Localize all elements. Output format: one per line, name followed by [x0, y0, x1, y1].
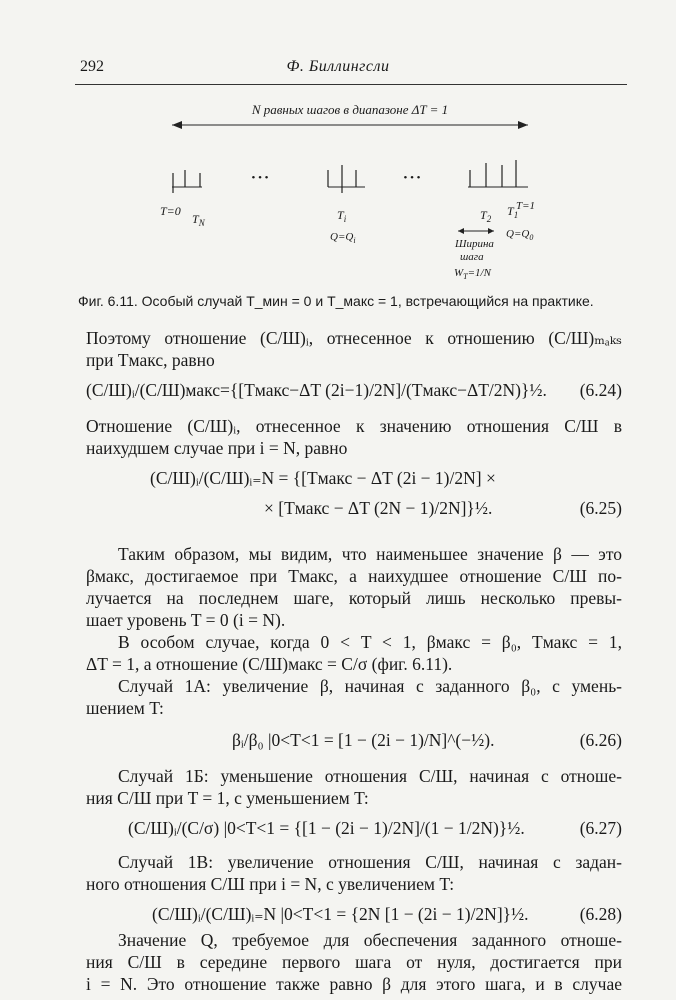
paragraph-3-line-3: лучается на последнем шаге, который лишь несколько превы-	[86, 588, 622, 608]
equation-6-25-line-1: (С/Ш)ᵢ/(С/Ш)ᵢ₌N = {[Tмакс − ΔT (2i − 1)/2N] ×	[150, 468, 496, 488]
arrow-head-right	[518, 121, 528, 129]
label-ti-sub: i	[343, 214, 347, 224]
paragraph-4-line-2: ΔT = 1, а отношение (С/Ш)макс = С/σ (фиг. 6.11).	[86, 654, 453, 674]
label-t2-sub: 2	[486, 214, 492, 224]
paragraph-7-line-2: ного отношения С/Ш при i = N, с увеличением T:	[86, 874, 455, 894]
paragraph-2-line-2: наихудшем случае при i = N, равно	[86, 438, 348, 458]
label-wt-sub: T	[463, 272, 468, 281]
label-t-eq-1: T=1	[516, 200, 536, 212]
paragraph-4-line-1: В особом случае, когда 0 < T < 1, βмакс = β₀, Tмакс = 1,	[118, 632, 622, 652]
step-arrow-right	[488, 228, 494, 234]
equation-6-26: βᵢ/β₀ |0<T<1 = [1 − (2i − 1)/N]^(−½).	[232, 730, 495, 750]
paragraph-8-line-1: Значение Q, требуемое для обеспечения заданного отноше-	[118, 930, 622, 950]
label-t0: T=0	[160, 204, 181, 218]
paragraph-3-line-4: шает уровень T = 0 (i = N).	[86, 610, 286, 630]
label-step-width-2: шага	[460, 251, 484, 263]
paragraph-6-line-2: ния С/Ш при T = 1, с уменьшением T:	[86, 788, 369, 808]
label-q0-sub: 0	[529, 233, 534, 242]
paragraph-1-line-1: Поэтому отношение (С/Ш)ᵢ, отнесенное к отношению (С/Ш)ₘₐₖₛ	[86, 328, 622, 348]
label-qi: Q=Q	[330, 231, 354, 243]
paragraph-1-line-2: при Tмакс, равно	[86, 350, 215, 370]
label-wt: W	[454, 267, 464, 279]
paragraph-3-line-1: Таким образом, мы видим, что наименьшее значение β — это	[118, 544, 622, 564]
equation-number-6-27: (6.27)	[579, 818, 622, 838]
equation-6-25-line-2: × [Tмакс − ΔT (2N − 1)/2N]}½.	[264, 498, 493, 518]
label-t2: T	[480, 208, 487, 222]
equation-number-6-25: (6.25)	[579, 498, 622, 518]
figure-6-11	[150, 95, 540, 290]
equation-6-28: (С/Ш)ᵢ/(С/Ш)ᵢ₌N |0<T<1 = {2N [1 − (2i − 1)/2N]}½.	[152, 904, 529, 924]
label-step-width-1: Ширина	[455, 238, 494, 250]
svg-text:Q=Qi	[330, 231, 356, 245]
paragraph-6-line-1: Случай 1Б: уменьшение отношения С/Ш, начиная с отноше-	[118, 766, 622, 786]
equation-number-6-24: (6.24)	[579, 380, 622, 400]
arrow-head-left	[172, 121, 182, 129]
paragraph-3-line-2: βмакс, достигаемое при Tмакс, а наихудшее отношение С/Ш по-	[86, 566, 622, 586]
paragraph-2-line-1: Отношение (С/Ш)ᵢ, отнесенное к значению отношения С/Ш в	[86, 416, 622, 436]
equation-6-27: (С/Ш)ᵢ/(С/σ) |0<T<1 = {[1 − (2i − 1)/2N]/(1 − 1/2N)}½.	[128, 818, 525, 838]
svg-text:TN	[192, 212, 206, 228]
running-head: Ф. Биллингсли	[286, 58, 390, 75]
ellipsis-2: • • •	[403, 172, 421, 184]
paragraph-5-line-1: Случай 1А: увеличение β, начиная с заданного β₀, с умень-	[118, 676, 622, 696]
label-t1: T	[507, 204, 514, 218]
label-t1-sub: 1	[513, 210, 519, 220]
svg-text:WT=1/N	[454, 267, 492, 281]
svg-text:Q=Q0	[506, 228, 533, 242]
header-rule	[75, 84, 627, 85]
label-wt-rest: =1/N	[467, 267, 491, 279]
paragraph-8-line-3: i = N. Это отношение также равно β для этого шага, и в случае	[86, 974, 622, 994]
step-arrow-left	[458, 228, 464, 234]
equation-number-6-28: (6.28)	[579, 904, 622, 924]
arrow-label: N равных шагов в диапазоне ΔT = 1	[251, 102, 449, 117]
paragraph-8-line-2: ния С/Ш в середине первого шага от нуля, достигается при	[86, 952, 622, 972]
paragraph-5-line-2: шением T:	[86, 698, 164, 718]
page-number: 292	[80, 58, 104, 75]
paragraph-7-line-1: Случай 1В: увеличение отношения С/Ш, начиная с задан-	[118, 852, 622, 872]
svg-text:T2	[480, 208, 492, 224]
svg-text:Ti	[337, 208, 347, 224]
label-tn-sub: N	[198, 218, 205, 228]
equation-6-24: (С/Ш)ᵢ/(С/Ш)макс={[Tмакс−ΔT (2i−1)/2N]/(Tмакс−ΔT/2N)}½.	[86, 380, 547, 400]
label-q0: Q=Q	[506, 228, 530, 240]
label-qi-sub: i	[353, 236, 356, 245]
ellipsis-1: • • •	[251, 172, 269, 184]
label-ti: T	[337, 208, 344, 222]
figure-caption: Фиг. 6.11. Особый случай T_мин = 0 и T_макс = 1, встречающийся на практике.	[78, 293, 594, 309]
equation-number-6-26: (6.26)	[579, 730, 622, 750]
label-tn: T	[192, 212, 199, 226]
